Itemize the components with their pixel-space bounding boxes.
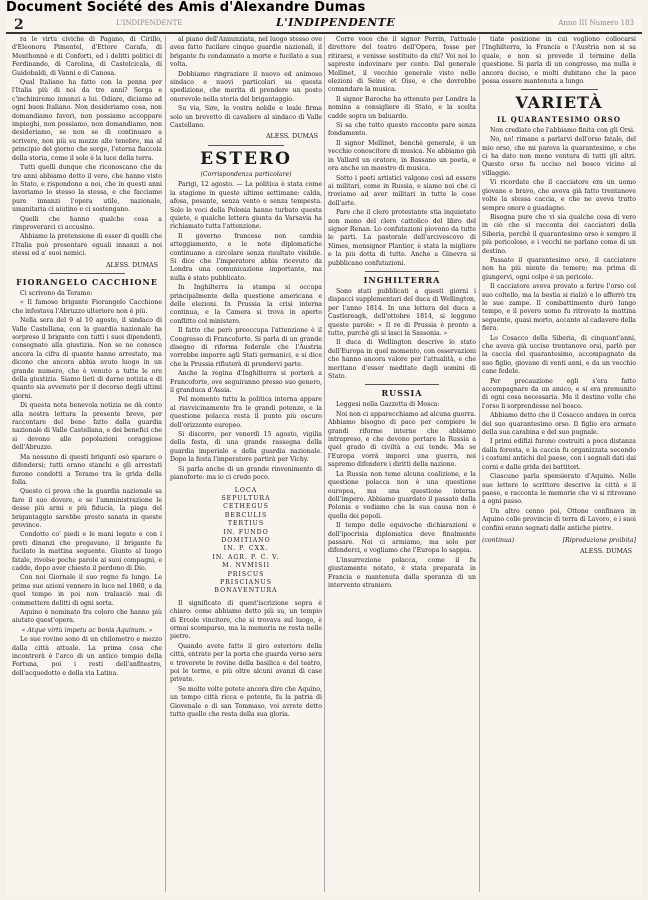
paragraph: La Russia non teme alcuna coalizione, e la questione polacca non è una questione europea, ma una questione interna dell'impero. Abbiamo guardato il passato della Polonia e vediamo che la sua causa non è quella dei popoli. <box>328 470 476 520</box>
column-1 <box>12 36 162 892</box>
inscription-line: IN. FUNDO <box>223 528 269 536</box>
paragraph: Il tempo delle equivoche dichiarazioni e dell'ipocrisia diplomatica deve finalmente passare. Noi ci armiamo, ma solo per difenderci, e vogliamo che l'Europa lo sappia. <box>328 522 476 555</box>
inscription-line: M. NVMISIl <box>222 562 270 570</box>
section-heading-estero: ESTERO <box>200 148 292 169</box>
paragraph: « Atque virtù impetu ac bonis Aquinum. » <box>21 626 153 634</box>
column-3 <box>328 36 476 892</box>
inscription-line: CETHEGUS <box>223 503 269 511</box>
paragraph: Parigi, 12 agosto. — La politica è stata come la stagione in queste ultime settimane: calda, afosa, pesante, senza vento e senza tempesta. Solo le voci della Polonia hanno turbato questa quiete, e qualche lettera giunta da Varsavia ha richiamato tutta l'attenzione. <box>170 181 322 231</box>
paragraph: Pel momento tutta la politica interna appare al riavvicinamento fra le grandi potenze, e la questione polacca resta il punto più oscuro dell'orizzonte europeo. <box>170 396 322 429</box>
column-4 <box>482 36 636 892</box>
paragraph: Bisogna pure che vi sia qualche cosa di vero in ciò che si racconta dei cacciatori della Siberia, perchè il quarantesimo orso è sempre il più pericoloso, e i vecchi ne parlano come di un destino. <box>482 213 636 255</box>
feuilleton-title: IL QUARANTESIMO ORSO <box>497 115 621 125</box>
divider <box>365 271 439 272</box>
paragraph: Anche la regina d'Inghilterra si porterà a Francoforte, ove seguiranno presso suo genero, il granduca d'Assia. <box>170 370 322 395</box>
paragraph: Qual Italiano ha fatto con la penna per l'Italia più di noi da tre anni? Sorga e c'inchiniremo innanzi a lui. Odiare, diciamo ad ogni buon Italiano. Non desideriamo cosa, non domandiamo favori, non possiamo accoppare impieghi, non possiamo, non domandiamo, non desideriamo, se non se di continuare a scrivere, non più su mezze alle tenebre, ma al principio del giorno che sorge, l'eterna fiaccola della storia, come il sole è la luce della terra. <box>12 79 162 162</box>
divider <box>521 89 598 90</box>
masthead-left: L'INDIPENDENTE <box>116 19 183 27</box>
masthead-title: L'INDIPENDENTE <box>276 16 396 29</box>
paragraph: Su via, Sire, la vostra nobile e leale firma solo un brevetto di cavaliere al sindaco di Valle Castellano. <box>170 105 322 130</box>
paragraph: Il signor Baroche ha ottenuto per Londra la nomina a consigliere di Stato, e la scelta cadde sopra un baluardo. <box>328 95 476 120</box>
section-subheading: (Corrispondenza particolare) <box>200 170 292 178</box>
paragraph: Si discorre, per venerdì 15 agosto, vigilia della festa, di una grande rassegna della guardia imperiale e della guardia nazionale. Dopo la festa l'imperatore partirà per Vichy. <box>170 431 322 464</box>
column-rule <box>479 36 480 892</box>
paragraph: Nella sera del 9 al 10 agosto, il sindaco di Valle Castellana, con la guardia nazionale ha sorpreso il brigante con tutti i suoi dipendenti, consegnato alla giustizia. Non se ne conosce ancora la cifra di quanto hanno arrestato, ma dicono che ancora abbia avuto luogo in un grande numero, che è venuto a tutte le ore della giustizia. Siamo lieti di darne notizia e di quanto sia avvenuto per il decorso degli ultimi giorni. <box>12 317 162 400</box>
paragraph: al piano dell'Annunziata, nel luogo stesso ove avea fatto fucilare cinque guardie nazionali, il brigante fu condannato a morte e fucilato a sua volta. <box>170 36 322 69</box>
column-rule <box>165 36 166 892</box>
paragraph: Con noi Giornale il suo regno fu lungo. Le prime sue azioni vennero in luce nel 1860, e da quel tempo in poi non tralasciò mai di commettere delitti di ogni sorta. <box>12 574 162 607</box>
column-2 <box>170 36 322 892</box>
paragraph: Il cacciatore aveva provato a ferire l'orso col suo coltello, ma la bestia si rialzò e lo afferrò tra le sue zampe. Il combattimento durò lungo tempo, e il povero uomo fu ritrovato la mattina seguente, quasi morto, accanto al cadavere della fiera. <box>482 283 636 333</box>
inscription-line: BONAVENTURA <box>214 587 278 595</box>
paragraph: Il duca di Wellington descrive lo stato dell'Europa in quel momento, con osservazioni che hanno ancora valore per l'attualità, e che meritano d'esser meditate dagli uomini di Stato. <box>328 339 476 381</box>
inscription-block <box>170 487 322 596</box>
column-rule <box>324 36 325 892</box>
masthead <box>6 16 642 34</box>
divider <box>50 273 125 274</box>
paragraph: Pare che il clero protestante stia inquietato non meno del clero cattolico del libro del signor Renan. Lo confutazioni piovono da tutte le parti. La pastorale dell'arcivescovo di Nimes, monsignor Plantier, è stata la migliore e la più dotta di tutte. Anche a Ginevra si pubblicano confutazioni. <box>328 209 476 267</box>
paragraph: Corre voce che il signor Perrin, l'attuale direttore del teatro dell'Opera, fosse per ritirarsi, e venisse sostituito da chi? Voi noi lo sapreste indovinare per cento. Dal generale Mellinet, il vecchio generale visto nelle elezioni di Seine et Oise, e che dovrebbe comandare la musica. <box>328 36 476 94</box>
paragraph: L'insurrezione polacca, come il fu giustamente notato, è stata preparata in Francia e mantenuta dalla speranza di un intervento straniero. <box>328 556 476 589</box>
paragraph: tiate posizione in cui vogliono collocarsi l'Inghilterra, la Francia e l'Austria non si sa quale, e non si prevede il termine della questione. Si parla di un congresso, ma nulla è ancora deciso, e molti dubitano che la pace possa essere mantenuta a lungo. <box>482 36 636 86</box>
paragraph: I primi edifizi furono costruiti a poca distanza dalla foresta, e la caccia fu organizzata secondo i costumi antichi del paese, con i segnali dati dai corni e dalle grida dei battitori. <box>482 438 636 471</box>
paragraph: Sono stati pubblicati a questi giorni i dispacci supplementari del duca di Wellington, per l'anno 1814. In una lettera del duca a Castlereagh, dell'ottobre 1814, si leggono queste parole: « Il re di Prussia è pronto a tutto, purchè gli si lasci la Sassonia. » <box>328 287 476 337</box>
paragraph: Abbiamo detto che il Cosacco andava in cerca del suo quarantesimo orso. Il figlio era armato della sua carabina e del suo pugnale. <box>482 412 636 437</box>
signature: ALESS. DUMAS <box>105 260 158 269</box>
inscription-line: BERCULIS <box>224 511 268 519</box>
section-heading-russia: RUSSIA <box>381 388 423 399</box>
paragraph: Il fatto che però preoccupa l'attenzione è il Congresso di Francoforte. Si parla di un grande disegno di riforma federale che l'Austria vorrebbe imporre agli Stati germanici, e si dice che la Prussia rifiuterà di prendervi parte. <box>170 327 322 368</box>
paragraph: Ci scrivono da Teramo: <box>20 289 93 297</box>
paragraph: Il significato di quest'iscrizione sopra è chiaro: come abbiamo detto più su, un tempio di Ercole vincitore, che si trovava sul luogo, è ormai scomparso, ma la memoria ne resta nelle pietre. <box>170 599 322 641</box>
paragraph: Il governo francese non cambia atteggiamento, e le note diplomatiche continuano a circolare senza risultato visibile. Si dice che l'imperatore abbia ricevuto da Londra una comunicazione importante, ma nulla è stato pubblicato. <box>170 232 322 282</box>
signature: ALESS. DUMAS <box>265 132 318 141</box>
inscription-line: SEPULTURA <box>221 494 271 502</box>
paragraph: Dobbiamo ringraziare il nuovo ed animoso sindaco e nuovi particolari su questa spedizione, che merita di prendere un posto onorevole nella storia del brigantaggio. <box>170 70 322 103</box>
paragraph: Sotto i poeti artistici valgono così ad essere ai militari, come in Russia, e siamo noi che ci troviamo ad aver militari in tutte le cose dell'arte. <box>328 174 476 207</box>
paragraph: Per precauzione egli s'era fatto accompagnare da un amico, e si era premunito di ogni cosa necessaria. Ma il destino volle che l'orso li sorprendesse nel bosco. <box>482 377 636 410</box>
paragraph: Passato il quarantesimo orso, il cacciatore non ha più niente da temere; ma prima di giungervi, ogni colpo è un pericolo. <box>482 256 636 281</box>
feuilleton-footer <box>482 537 636 545</box>
reproduction-notice: [Riproduzione proibita] <box>562 536 636 544</box>
inscription-line: PRISCIANUS <box>219 578 273 586</box>
paragraph: Ciascuno parla spensierato d'Aquino. Nelle sue lettere lo scrittore descrive la città e il paese, e racconta le memorie che vi si ritrovano a ogni passo. <box>482 473 636 506</box>
paragraph: Quelli che hanno qualche cosa a rimproverarci ci accusino. <box>12 215 162 231</box>
paragraph: No, no! rimane a parlarvi dell'orso fatale, del mio orso, che mi pareva la quarantesimo, e che ci ha dato non meno ventura di tutti gli altri. Questo orso fu ucciso nel bosco vicino al villaggio. <box>482 136 636 177</box>
masthead-issue: Anno III Numero 183 <box>558 19 634 27</box>
paragraph: Quando avete fatto il giro esteriore della città, entrate per la porta che guarda verso sera e troverete le rovine della basilica e del teatro, poi le terme, e più oltre alcuni avanzi di case private. <box>170 642 322 684</box>
paragraph: Lo Cosacco della Siberia, di cinquant'anni, che aveva già ucciso trentanove orsi, parlò per la caccia del quarantesimo, accompagnato da suo figlio, giovane di venti anni, e da un vecchio cane fedele. <box>482 334 636 376</box>
page-number: 2 <box>14 17 24 33</box>
inscription-line: IN. AGR. P. C. V. <box>212 553 280 561</box>
paragraph: Noi non ci apparecchiamo ad alcuna guerra. Abbiamo bisogno di pace per compiere le grandi riforme interne che abbiamo intrapreso, e che devono portare la Russia a quel grado di civiltà a cui tende. Ma se l'Europa vorrà imporci una guerra, noi sapremo difendere i diritti della nazione. <box>328 410 476 469</box>
paragraph: Non crediate che l'abbiamo finita con gli Orsi. <box>490 126 635 134</box>
paragraph: Tutti quelli dunque che riconoscano che da tre anni abbiamo detto il vero, che hanno visto lo Stato, e rispondono a noi, che in questi anni lavoriamo lo stesso la stessa, e che facciamo pure innanzi l'opera utile, nazionale, umanitaria ci aiutino e ci sostengano. <box>12 164 162 214</box>
divider <box>365 384 439 385</box>
paragraph: Le sue rovine sono di un chilometro e mezzo dalla città attuale. La prima cosa che incontrerà è l'arco di un antico tempio della Fortuna, poi i resti dell'anfiteatro, dell'acquedotto e della via Latina. <box>12 636 162 677</box>
continua-label: (continua) <box>482 536 515 544</box>
inscription-line: LOCA <box>234 486 258 494</box>
paragraph: « Il famoso brigante Fiorangelo Cacchione che infestava l'Abruzzo ulteriore non è più. <box>12 299 162 315</box>
divider <box>208 145 284 146</box>
inscription-line: DOMITIANO <box>221 536 271 544</box>
paragraph: Si sa che tutto questo racconto pare senza fondamento. <box>328 122 476 138</box>
paragraph: Un altro cenno poi, Ottone confinava in Aquino colle provincie di terra di Lavoro, e i suoi confini erano segnati dalle antiche pietre. <box>482 507 636 532</box>
paragraph: Abbiamo la pretensione di esser di quelli che l'Italia può presentare eguali innanzi a noi stessi ed a' suoi nemici. <box>12 233 162 258</box>
paragraph: Si parla anche di un grande rinvenimento di pianoforte: ma io ci credo poco. <box>170 465 322 482</box>
inscription-line: IN. P. CXX. <box>223 545 269 553</box>
paragraph: Vi ricordate che il cacciatore era un uomo giovane e bravo, che aveva già fatto trentanove volte la stessa caccia, e che ne aveva tratto sempre onore e guadagno. <box>482 179 636 212</box>
paragraph: In Inghilterra la stampa si occupa principalmente della questione americana e delle elezioni. In Prussia la crisi interna continua, e la Camera si trova in aperto conflitto col ministero. <box>170 284 322 325</box>
signature: ALESS. DUMAS <box>579 547 632 556</box>
inscription-line: TERTIUS <box>227 520 265 528</box>
paragraph: Aquino è nominato fra coloro che hanno più aiutato quest'opera. <box>12 609 162 625</box>
app-title: Document Société des Amis d'Alexandre Dumas <box>6 0 366 15</box>
paragraph: Se molte volte potete ancora dire che Aquino, un tempo città ricca e potente, fu la patria di Giovenale e di san Tommaso, voi avrete detto tutto quello che resta della sua gloria. <box>170 685 322 719</box>
paragraph: Di questa nota benevola notizia ne dà conto alla nostra lettura la presente breve, per raccontare del bene fatto dalla guardia nazionale di Valle Castellana, e dei benefici che si devono alle popolazioni coraggiose dell'Abruzzo. <box>12 402 162 452</box>
inscription-line: PRISCUS <box>227 570 265 578</box>
article-heading: FIORANGELO CACCHIONE <box>16 276 158 287</box>
paragraph: Leggesi nella Gazzetta di Mosca: <box>336 401 440 409</box>
paragraph: Questo ci prova che la guardia nazionale sa fare il suo dovere, e se l'amministrazione le desse più armi e più fiducia, la piaga del brigantaggio sarebbe presto sanata in queste province. <box>12 488 162 529</box>
section-heading-inghilterra: INGHILTERRA <box>363 274 441 285</box>
newspaper-page <box>6 16 642 896</box>
section-heading-varieta: VARIETÀ <box>515 93 603 113</box>
paragraph: ra le virtù civiche di Pagano, di Cirillo, d'Eleonora Pimentel, d'Ettore Carafa, di Menthonnè e di Conforti, ed i delitti politici di Ferdinando, di Carolina, di Castelcicala, di Guidobaldi, di Vanni e di Canosa. <box>12 36 162 77</box>
paragraph: Condotto co' piedi e le mani legate e con i preti dinanzi che pregavano, il brigante fu fucilato la mattina seguente. Giunto al luogo fatale, rivolse poche parole ai suoi compagni, e cadde, dopo aver chiesto il perdono di Dio. <box>12 531 162 572</box>
paragraph: Ma nessuno di questi briganti osò sparare o difendersi; tutti erano stanchi e gli arrestati furono condotti a Teramo tra le grida della folla. <box>12 453 162 486</box>
paragraph: Il signor Mellinet, benchè generale, è un vecchio conoscitore di musica. Ne abbiamo già in Vallard un oratore, in Bassano un poeta, e ora anche un maestro di musica. <box>328 139 476 173</box>
